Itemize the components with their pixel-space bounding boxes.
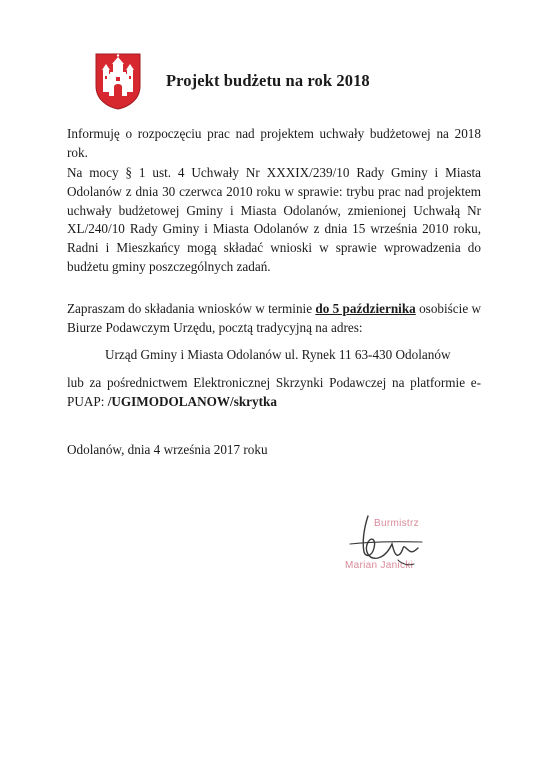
stamp-title: Burmistrz (374, 518, 419, 529)
intro-paragraph: Informuję o rozpoczęciu prac nad projektem uchwały budżetowej na 2018 rok. (67, 126, 481, 160)
coat-of-arms-icon (94, 52, 142, 110)
epuap-text: lub za pośrednictwem Elektronicznej Skrzynki Podawczej na platformie e-PUAP: (67, 375, 481, 409)
date-line: Odolanów, dnia 4 września 2017 roku (67, 442, 268, 457)
postal-address: Urząd Gminy i Miasta Odolanów ul. Rynek 11 63-430 Odolanów (105, 347, 451, 362)
stamp-name: Marian Janicki (345, 560, 414, 571)
legal-basis-paragraph: Na mocy § 1 ust. 4 Uchwały Nr XXXIX/239/10 Rady Gminy i Miasta Odolanów z dnia 30 czerwca 2010 roku w sprawie: trybu prac nad projektem uchwały budżetowej Gminy i Miasta Odolanów, zmienionej Uchwałą Nr XL/240/10 Rady Gminy i Miasta Odolanów z dnia 15 września 2010 roku, Radni i Mieszkańcy mogą składać wnioski w sprawie wprowadzenia do budżetu gminy poszczególnych zadań. (67, 165, 481, 274)
invitation-text-continued: osobiście w Biurze Podawczym Urzędu, pocztą tradycyjną na adres: (67, 301, 482, 335)
invitation-paragraph (67, 300, 481, 338)
epuap-address: /UGIMODOLANOW/skrytka (107, 393, 277, 409)
invitation-text: Zapraszam do składania wniosków w terminie (67, 301, 316, 316)
handwritten-signature-icon (338, 508, 438, 574)
epuap-paragraph (67, 374, 481, 412)
deadline-text: do 5 października (315, 301, 416, 316)
page-title: Projekt budżetu na rok 2018 (166, 71, 370, 90)
